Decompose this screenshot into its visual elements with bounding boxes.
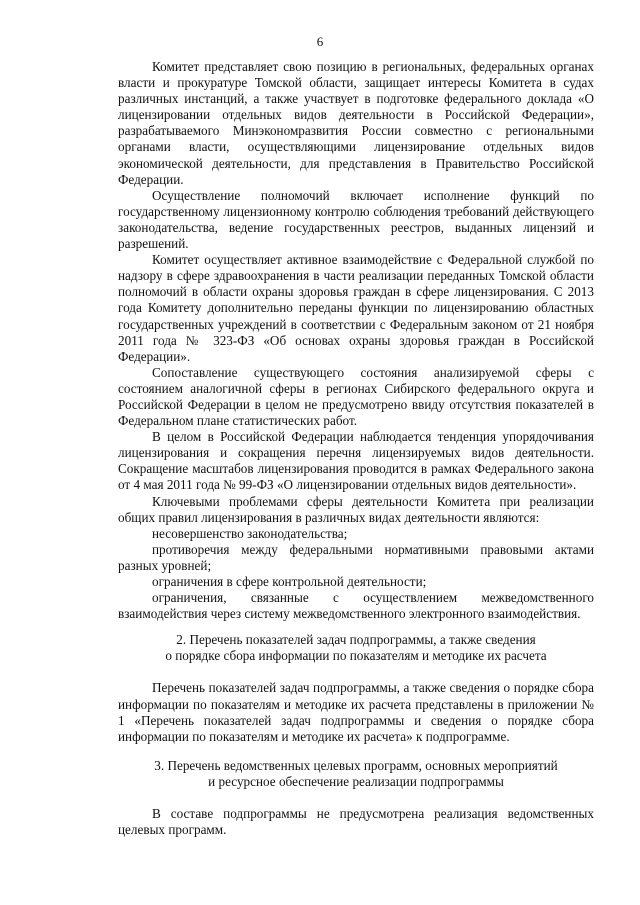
section-2-heading-line-2: о порядке сбора информации по показателям и методике их расчета [165, 648, 547, 664]
paragraph-powers: Осуществление полномочий включает исполнение функций по государственному лицензионному контролю соблюдения требований действующего законодательства, ведение государственных реестров, выданных лицензий и разрешений. [118, 187, 594, 252]
page-number: 6 [316, 34, 324, 49]
list-item-control-limits: ограничения в сфере контрольной деятельности; [152, 574, 427, 589]
paragraph-interaction: Комитет осуществляет активное взаимодействие с Федеральной службой по надзору в сфере здравоохранения в части реализации переданных Томской области полномочий в области охраны здоровья граждан в сфере лицензирования. С 2013 года Комитету дополнительно переданы функции по лицензированию областных государственных учреждений в соответствии с Федеральным законом от 21 ноября 2011 года № 323-ФЗ «Об основах охраны здоровья граждан в Российской Федерации». [118, 252, 594, 364]
section-3 [118, 758, 594, 838]
section-3-heading-line-1: 3. Перечень ведомственных целевых программ, основных мероприятий [154, 757, 558, 773]
section-2-heading-line-1: 2. Перечень показателей задач подпрограммы, а также сведения [176, 632, 536, 648]
section-3-paragraph: В составе подпрограммы не предусмотрена реализация ведомственных целевых программ. [118, 806, 594, 838]
list-item-legislation: несовершенство законодательства; [152, 525, 348, 541]
section-3-heading-line-2: и ресурсное обеспечение реализации подпрограммы [208, 773, 504, 789]
section-2-paragraph: Перечень показателей задач подпрограммы, а также сведения о порядке сбора информации по показателям и методике их расчета представлены в приложении № 1 «Перечень показателей задач подпрограммы и сведения о порядке сбора информации по показателям и методике их расчета» к подпрограмме. [118, 680, 594, 744]
document-body [118, 59, 594, 838]
paragraph-comparison: Сопоставление существующего состояния анализируемой сферы с состоянием аналогичной сферы в регионах Сибирского федерального округа и Российской Федерации в целом не предусмотрено ввиду отсутствия показателей в Федеральном плане статистических работ. [118, 364, 594, 429]
paragraph-committee-position: Комитет представляет свою позицию в региональных, федеральных органах власти и прокуратуре Томской области, защищает интересы Комитета в судах различных инстанций, а также участвует в подготовке федерального доклада «О лицензировании отдельных видов деятельности в Российской Федерации», разрабатываемого Минэкономразвития России совместно с региональными органами власти, осуществляющими лицензирование отдельных видов экономической деятельности, для представления в Правительство Российской Федерации. [118, 59, 594, 187]
paragraph-trend: В целом в Российской Федерации наблюдается тенденция упорядочивания лицензирования и сокращения перечня лицензируемых видов деятельности. Сокращение масштабов лицензирования проводится в рамках Федерального закона от 4 мая 2011 года № 99-ФЗ «О лицензировании отдельных видов деятельности». [118, 429, 594, 493]
section-2 [118, 632, 594, 745]
list-item-contradictions: противоречия между федеральными нормативными правовыми актами разных уровней; [118, 541, 594, 573]
list-item-interaction-limits: ограничения, связанные с осуществлением межведомственного взаимодействия через систему межведомственного электронного взаимодействия. [118, 590, 594, 622]
paragraph-key-problems: Ключевыми проблемами сферы деятельности Комитета при реализации общих правил лицензирования в различных видах деятельности являются: [118, 493, 594, 525]
